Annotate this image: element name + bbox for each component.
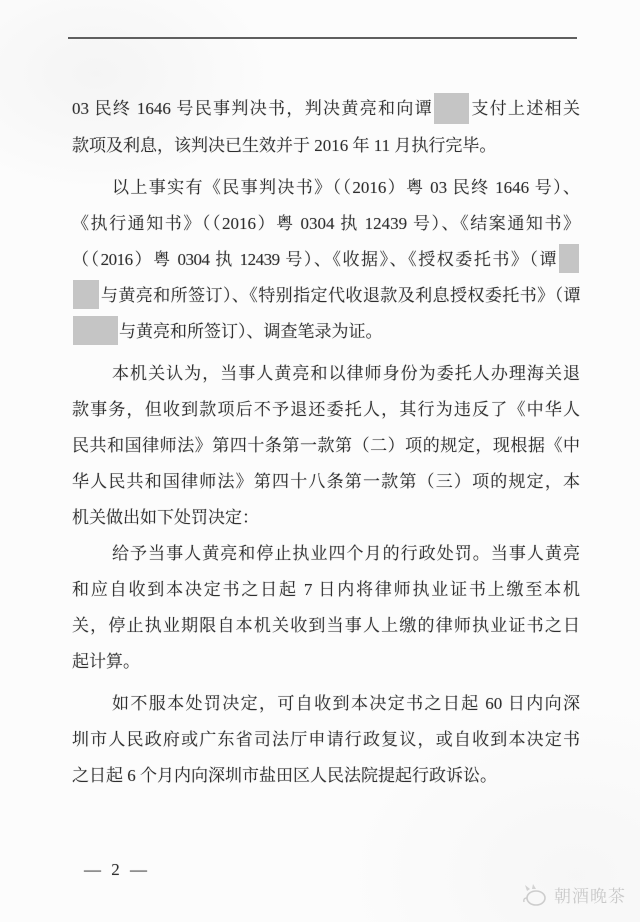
document-body bbox=[72, 91, 580, 794]
text-line: 以上事实有《民事判决书》（（2016）粤 03 民终 1646 号）、 bbox=[112, 177, 580, 197]
header-rule bbox=[68, 37, 577, 39]
text-line: 款事务，但收到款项后不予退还委托人，其行为违反了《中华人 bbox=[72, 399, 580, 419]
text-line: 圳市人民政府或广东省司法厅申请行政复议，或自收到本决定书 bbox=[72, 729, 580, 749]
text-line: 民共和国律师法》第四十条第一款第（二）项的规定，现根据《中 bbox=[72, 435, 580, 455]
paragraph-findings bbox=[72, 356, 580, 536]
line-text: 与黄亮和所签订）、调查笔录为证。 bbox=[119, 321, 383, 341]
watermark-text: 朝酒晚茶 bbox=[554, 887, 626, 906]
line-text: 支付上述相关 bbox=[470, 99, 581, 118]
watermark bbox=[521, 882, 626, 907]
redaction-box bbox=[73, 316, 118, 345]
paragraph-penalty bbox=[72, 536, 580, 680]
text-line: 《执行通知书》（（2016）粤 0304 执 12439 号）、《结案通知书》 bbox=[72, 213, 580, 233]
text-line bbox=[72, 278, 580, 314]
text-line: 给予当事人黄亮和停止执业四个月的行政处罚。当事人黄亮 bbox=[112, 543, 580, 563]
paragraph-appeal-rights bbox=[72, 686, 580, 794]
text-line: 机关做出如下处罚决定： bbox=[72, 507, 259, 527]
text-line: 关，停止执业期限自本机关收到当事人上缴的律师执业证书之日 bbox=[72, 615, 580, 635]
text-line bbox=[72, 242, 580, 278]
redaction-box bbox=[559, 244, 579, 273]
text-line bbox=[72, 314, 580, 350]
text-line: 如不服本处罚决定，可自收到本决定书之日起 60 日内向深 bbox=[112, 693, 580, 713]
redaction-box bbox=[434, 93, 469, 124]
text-line: 之日起 6 个月内向深圳市盐田区人民法院提起行政诉讼。 bbox=[72, 765, 497, 785]
text-line: 起计算。 bbox=[72, 651, 140, 671]
text-line: 本机关认为，当事人黄亮和以律师身份为委托人办理海关退 bbox=[112, 363, 580, 383]
text-line bbox=[72, 91, 580, 128]
paragraph-judgment bbox=[72, 91, 580, 164]
text-line: 华人民共和国律师法》第四十八条第一款第（三）项的规定，本 bbox=[72, 471, 580, 491]
line-text: 与黄亮和所签订）、《特别指定代收退款及利息授权委托书》（谭 bbox=[100, 285, 580, 305]
text-line: 款项及利息，该判决已生效并于 2016 年 11 月执行完毕。 bbox=[72, 135, 497, 155]
line-text: （（2016）粤 0304 执 12439 号）、《收据》、《授权委托书》（谭 bbox=[72, 249, 558, 269]
paragraph-evidence bbox=[72, 170, 580, 350]
line-text: 03 民终 1646 号民事判决书，判决黄亮和向谭 bbox=[72, 99, 434, 118]
text-line: 和应自收到本决定书之日起 7 日内将律师执业证书上缴至本机 bbox=[72, 579, 580, 599]
redaction-box bbox=[73, 280, 99, 309]
page-number: — 2 — bbox=[84, 860, 150, 879]
watermark-logo-icon bbox=[521, 883, 549, 907]
